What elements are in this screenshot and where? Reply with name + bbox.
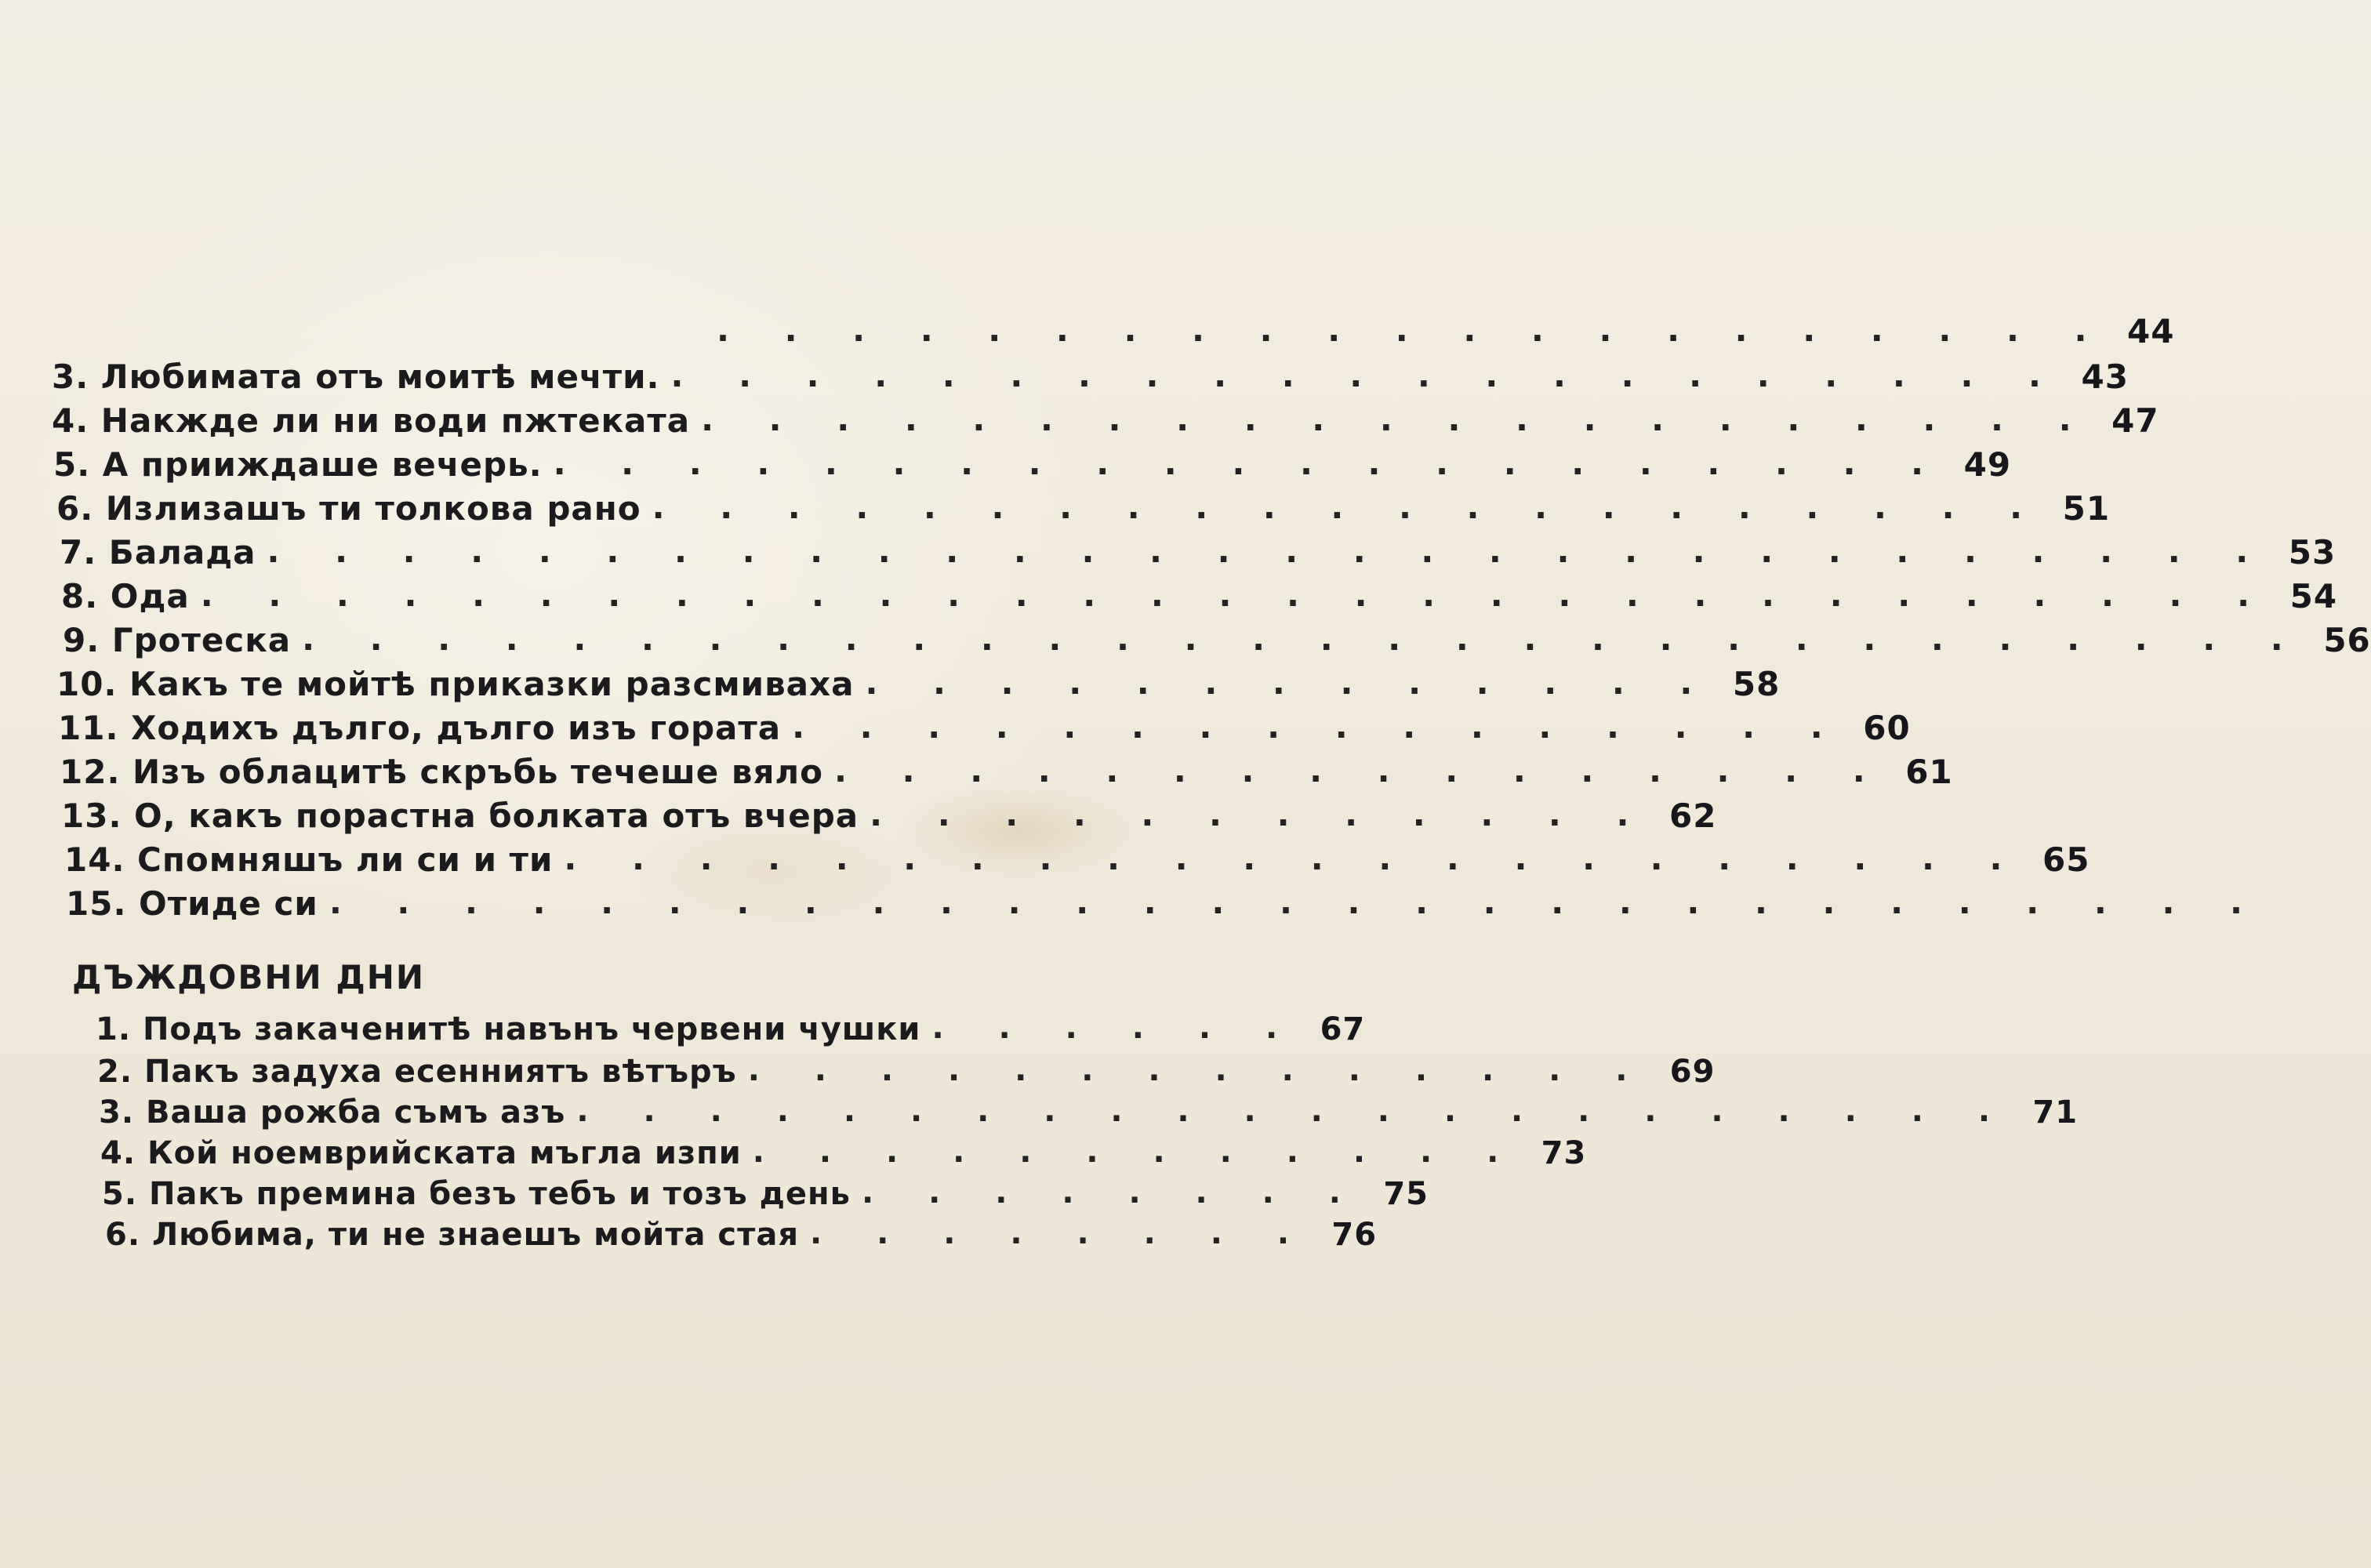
dot-leader: . . . . . . . . . . . . . . . . . . . . . [701,400,2093,438]
toc-entry-page: 43 [2081,358,2129,396]
toc-entry-page: 65 [2042,840,2090,879]
toc-entry-title: 6. Любима, ти не знаешъ мойта стая [105,1217,799,1253]
toc-entry-page: 51 [2062,489,2111,528]
section-heading: ДЪЖДОВНИ ДНИ [72,958,426,996]
toc-entry-page: 44 [2127,312,2175,350]
dot-leader: . . . . . . . . . . . . . . . . . . . . . . [576,1093,2013,1129]
toc-entry-page: 76 [1331,1217,1378,1253]
toc-entry-title: 9. Гротеска [63,621,292,659]
toc-entry-title: 13. О, какъ порастна болката отъ вчера [61,797,859,835]
dot-leader: . . . . . . . . . . . . . . [747,1052,1650,1088]
dot-leader: . . . . . . . . . . . . . . . . . . . . . [717,310,2109,349]
toc-entry-page: 47 [2111,401,2159,440]
dot-leader: . . . . . . . . . . . . . . . . . . . . . . . . . . . . . . [302,619,2305,658]
toc-entry [105,1215,1378,1253]
dot-leader: . . . . . . . . . . . . . . . . . . . . . . . . . . . . . . [267,532,2271,570]
toc-entry-page: 58 [1732,665,1781,703]
toc-entry [53,444,2012,484]
toc-entry [66,883,2264,923]
toc-entry [99,1093,2079,1131]
toc-entry-page: 73 [1541,1135,1587,1171]
toc-entry-page: 71 [2032,1094,2079,1131]
toc-entry [60,751,1953,791]
toc-entry-title: 4. Накжде ли ни води пжтеката [52,401,691,440]
dot-leader: . . . . . . . . . . . . . . . . [792,707,1845,746]
dot-leader: . . . . . . . . . . . . . . . . . . . . . [553,444,1946,482]
toc-entry [61,795,1717,835]
dot-leader: . . . . . . . . . . . . . . . . . . . . . [670,356,2063,394]
toc-entry-page: 53 [2288,533,2337,572]
dot-leader: . . . . . . . . [810,1215,1312,1251]
toc-entry [100,1134,1587,1171]
toc-entry-title: 12. Изъ облацитѣ скръбь течеше вяло [60,753,824,791]
toc-entry [58,707,1911,747]
toc-entry [102,1174,1429,1212]
dot-leader: . . . . . . . . . . . . . [865,663,1715,702]
toc-entry-page: 62 [1668,797,1717,835]
dot-leader: . . . . . . . . . . . . . . . . . . . . . . [564,839,2024,877]
toc-entry [56,488,2111,528]
toc-entry-page: 75 [1383,1176,1429,1212]
toc-entry-title: 7. Балада [60,533,256,572]
toc-entry-page: 56 [2323,621,2371,659]
dot-leader: . . . . . . . . . . . . [870,795,1651,833]
toc-entry-page: 60 [1863,709,1911,747]
dot-leader: . . . . . . [931,1010,1300,1046]
dot-leader: . . . . . . . . . . . . . . . . [834,751,1887,789]
toc-entry-title: 10. Какъ те мойтѣ приказки разсмиваха [56,665,855,703]
dot-leader: . . . . . . . . . . . . . . . . . . . . . . . . . . . . . . . [200,575,2272,614]
toc-entry [96,1010,1366,1047]
toc-entry [61,575,2338,615]
toc-entry-title: 5. Пакъ премина безъ тебъ и тозъ день [102,1176,851,1212]
toc-entry [706,310,2175,350]
toc-entry-title: 15. Отиде си [66,884,318,923]
toc-entry-title: 5. А прииждаше вечерь. [53,445,543,484]
toc-entry-page: 49 [1963,445,2012,484]
dot-leader: . . . . . . . . . . . . [752,1134,1521,1170]
dot-leader: . . . . . . . . . . . . . . . . . . . . . [652,488,2045,526]
toc-entry-title: 6. Излизашъ ти толкова рано [56,489,641,528]
toc-entry-page: 61 [1905,753,1953,791]
toc-entry [63,619,2371,659]
toc-entry [52,400,2159,440]
toc-entry-title: 14. Спомняшъ ли си и ти [64,840,554,879]
dot-leader: . . . . . . . . [861,1174,1363,1210]
toc-entry-title: 11. Ходихъ дълго, дълго изъ гората [58,709,782,747]
toc-entry-title: 8. Ода [61,577,190,615]
toc-entry-page: 69 [1669,1054,1716,1090]
toc-entry [52,356,2129,396]
toc-entry-page: 67 [1320,1011,1366,1047]
toc-entry [60,532,2337,572]
toc-entry-title: 3. Ваша рожба съмъ азъ [99,1094,566,1131]
toc-entry-title: 2. Пакъ задуха есенниятъ вѣтъръ [97,1054,737,1090]
toc-entry [64,839,2090,879]
toc-entry-title: 1. Подъ закаченитѣ навънъ червени чушки [96,1011,921,1047]
dot-leader: . . . . . . . . . . . . . . . . . . . . . . . . . . . . . [329,883,2264,921]
toc-entry-title: 4. Кой ноемврийската мъгла изпи [100,1135,742,1171]
toc-entry [97,1052,1716,1090]
toc-entry-title: 3. Любимата отъ моитѣ мечти. [52,358,660,396]
toc-entry [56,663,1781,703]
toc-entry-page: 54 [2289,577,2338,615]
